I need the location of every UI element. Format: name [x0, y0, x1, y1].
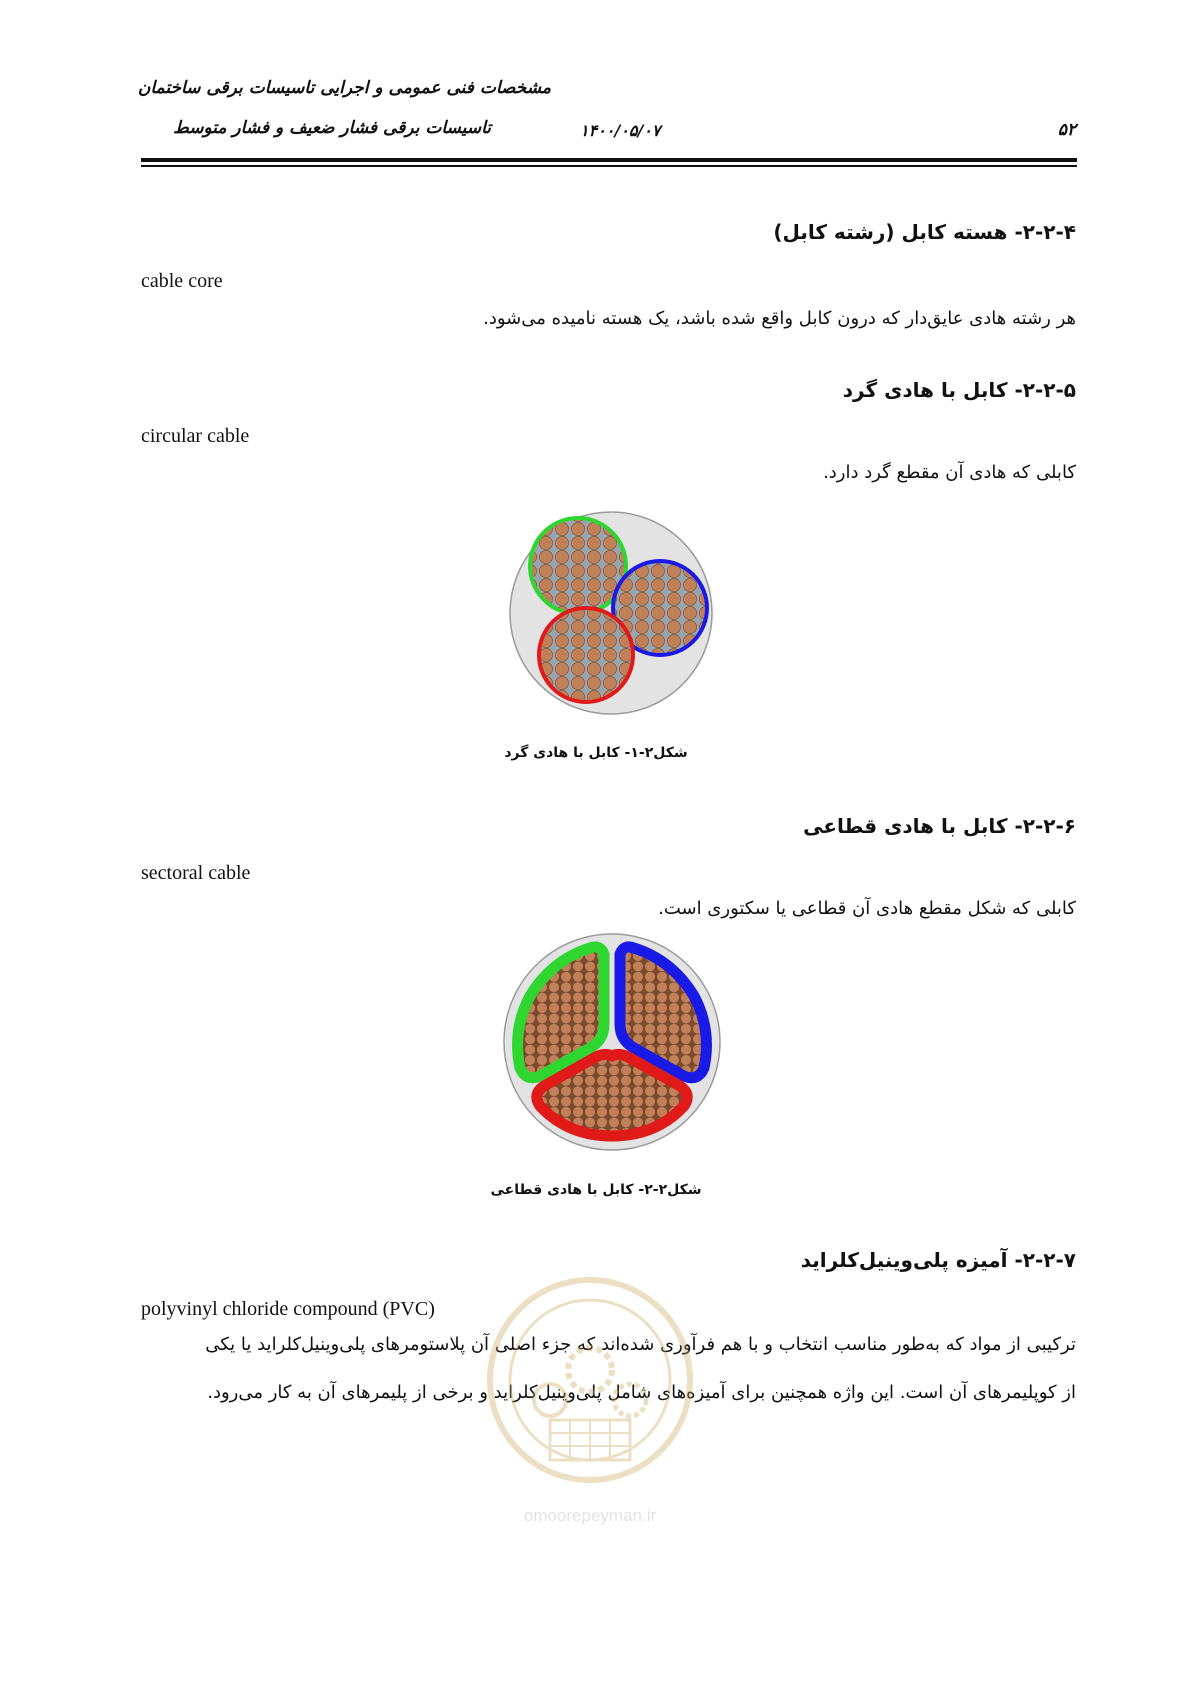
watermark-url: omoorepeyman.ir	[523, 1506, 657, 1525]
page-number: ۵۲	[1057, 120, 1076, 140]
header-date: ۱۴۰۰/۰۵/۰۷	[580, 121, 661, 140]
section-heading: ۲-۲-۶- کابل با هادی قطاعی	[803, 814, 1076, 838]
circular-cable-figure	[506, 508, 716, 718]
section-text: کابلی که هادی آن مقطع گرد دارد.	[823, 462, 1076, 483]
section-heading: ۲-۲-۴- هسته کابل (رشته کابل)	[773, 220, 1076, 244]
section-heading: ۲-۲-۷- آمیزه پلی‌وینیل‌کلراید	[800, 1248, 1076, 1272]
english-term: cable core	[141, 270, 223, 292]
core-green	[530, 518, 626, 614]
section-heading: ۲-۲-۵- کابل با هادی گرد	[842, 378, 1076, 402]
english-term: sectoral cable	[141, 862, 251, 884]
english-term: circular cable	[141, 425, 250, 447]
omoore-peyman-seal-icon	[480, 1270, 700, 1490]
figure-caption: شکل۲-۱- کابل با هادی گرد	[504, 745, 688, 761]
header-rule-thin	[141, 165, 1077, 167]
sectoral-cable-figure	[500, 930, 724, 1154]
section-text-line1: ترکیبی از مواد که به‌طور مناسب انتخاب و با هم فرآوری شده‌اند که جزء اصلی آن پلاستومرهای پلی‌وینیل‌کلراید یا یکی	[205, 1334, 1076, 1355]
section-text-line2: از کوپلیمرهای آن است. این واژه همچنین برای آمیزه‌های شامل پلی‌وینیل‌کلراید و برخی از پلیمرهای آن به کار می‌رود.	[207, 1382, 1076, 1403]
core-red	[539, 608, 633, 702]
english-term: polyvinyl chloride compound (PVC)	[141, 1298, 435, 1320]
header-rule-thick	[141, 158, 1077, 162]
figure-caption: شکل۲-۲- کابل با هادی قطاعی	[490, 1182, 702, 1198]
header-title-line1: مشخصات فنی عمومی و اجرایی تاسیسات برقی ساختمان	[137, 78, 551, 98]
section-text: کابلی که شکل مقطع هادی آن قطاعی یا سکتوری است.	[658, 898, 1076, 919]
header-title-line2: تاسیسات برقی فشار ضعیف و فشار متوسط	[173, 118, 491, 138]
watermark	[480, 1270, 700, 1550]
section-text: هر رشته هادی عایق‌دار که درون کابل واقع شده باشد، یک هسته نامیده می‌شود.	[483, 308, 1076, 329]
